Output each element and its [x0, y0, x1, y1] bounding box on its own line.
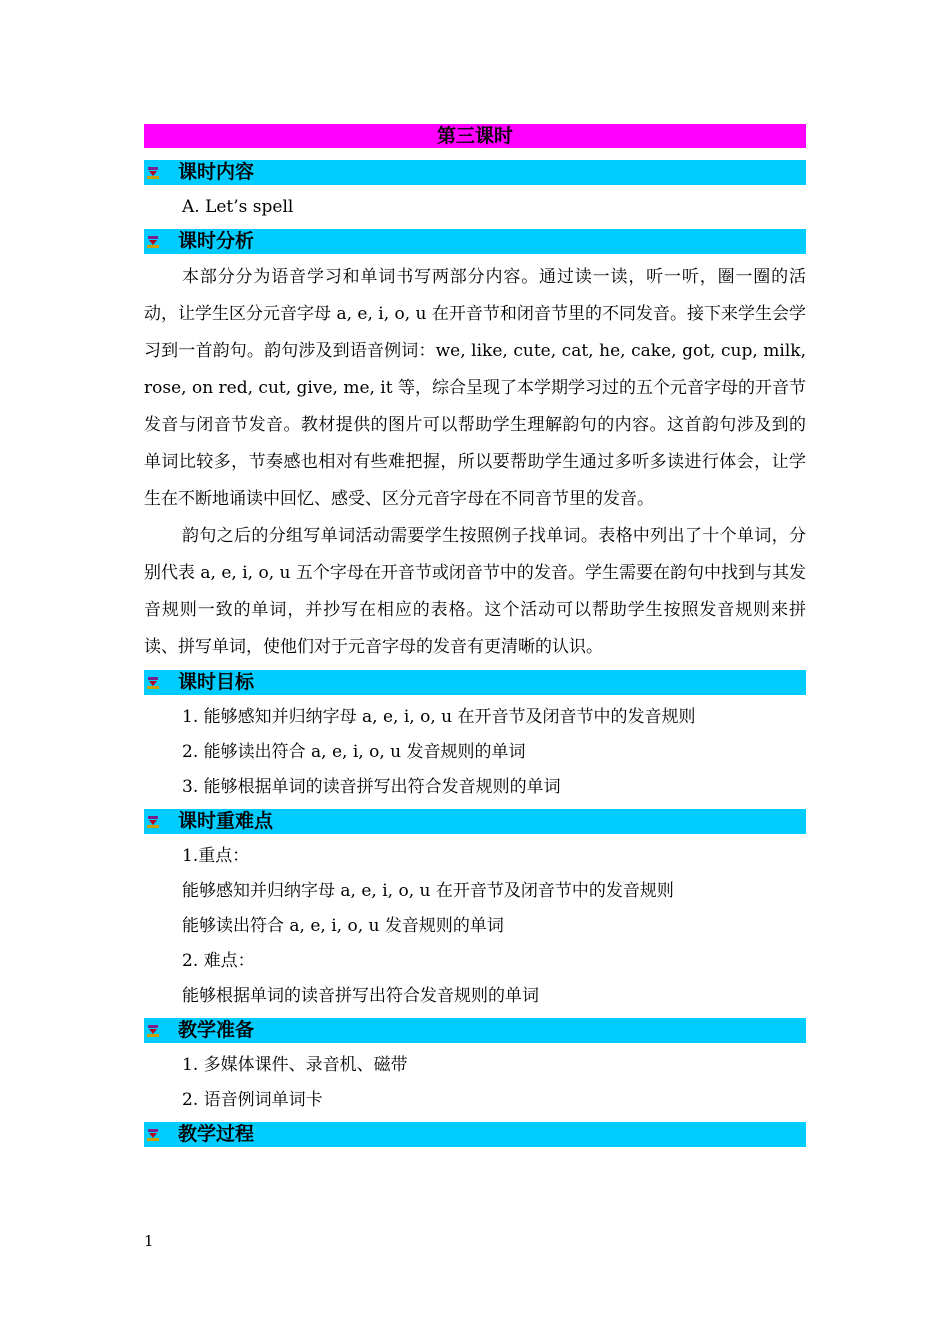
lesson-title: 第三课时 [144, 124, 806, 148]
section-heading-label: 教学过程 [178, 1123, 255, 1145]
arrow-down-bullet-icon [146, 166, 160, 180]
analysis-paragraph: 韵句之后的分组写单词活动需要学生按照例子找单词。表格中列出了十个单词，分别代表 a, e, i, o, u 五个字母在开音节或闭音节中的发音。学生需要在韵句中找到与其发音规则一致的单词，并抄写在相应的表格。这个活动可以帮助学生按照发音规则来拼读、拼写单词，使他们对于元音字母的发音有更清晰的认识。 [144, 526, 806, 657]
key-point-line: 1.重点： [182, 846, 250, 866]
objective-item: 2. 能够读出符合 a, e, i, o, u 发音规则的单词 [182, 742, 526, 762]
key-point-line: 能够感知并归纳字母 a, e, i, o, u 在开音节及闭音节中的发音规则 [182, 881, 674, 901]
section-heading-process [144, 1122, 806, 1147]
objective-item: 1. 能够感知并归纳字母 a, e, i, o, u 在开音节及闭音节中的发音规则 [182, 707, 696, 727]
content-line: A. Let’s spell [182, 197, 294, 217]
section-heading-content [144, 160, 806, 185]
section-heading-label: 课时内容 [178, 161, 255, 183]
document-page [144, 124, 806, 1152]
section-heading-key-points [144, 809, 806, 834]
section-heading-analysis [144, 229, 806, 254]
key-point-line: 能够根据单词的读音拼写出符合发音规则的单词 [182, 986, 539, 1006]
arrow-down-bullet-icon [146, 676, 160, 690]
section-heading-label: 课时重难点 [178, 810, 274, 832]
arrow-down-bullet-icon [146, 815, 160, 829]
key-point-line: 2. 难点： [182, 951, 255, 971]
section-heading-label: 教学准备 [178, 1019, 255, 1041]
section-heading-preparation [144, 1018, 806, 1043]
arrow-down-bullet-icon [146, 1024, 160, 1038]
section-heading-objectives [144, 670, 806, 695]
arrow-down-bullet-icon [146, 235, 160, 249]
preparation-item: 1. 多媒体课件、录音机、磁带 [182, 1055, 408, 1075]
preparation-item: 2. 语音例词单词卡 [182, 1090, 323, 1110]
analysis-paragraph: 本部分分为语音学习和单词书写两部分内容。通过读一读，听一听，圈一圈的活动，让学生区分元音字母 a, e, i, o, u 在开音节和闭音节里的不同发音。接下来学生会学习到一首韵句。韵句涉及到语音例词：we, like, cute, cat, he, cake, got, cup, milk, rose, on red, cut, give, me, it 等，综合呈现了本学期学习过的五个元音字母的开音节发音与闭音节发音。教材提供的图片可以帮助学生理解韵句的内容。这首韵句涉及到的单词比较多，节奏感也相对有些难把握，所以要帮助学生通过多听多读进行体会，让学生在不断地诵读中回忆、感受、区分元音字母在不同音节里的发音。 [144, 267, 806, 509]
arrow-down-bullet-icon [146, 1128, 160, 1142]
page-number: 1 [144, 1232, 154, 1250]
key-point-line: 能够读出符合 a, e, i, o, u 发音规则的单词 [182, 916, 504, 936]
section-heading-label: 课时分析 [178, 230, 255, 252]
objective-item: 3. 能够根据单词的读音拼写出符合发音规则的单词 [182, 777, 561, 797]
section-heading-label: 课时目标 [178, 671, 255, 693]
